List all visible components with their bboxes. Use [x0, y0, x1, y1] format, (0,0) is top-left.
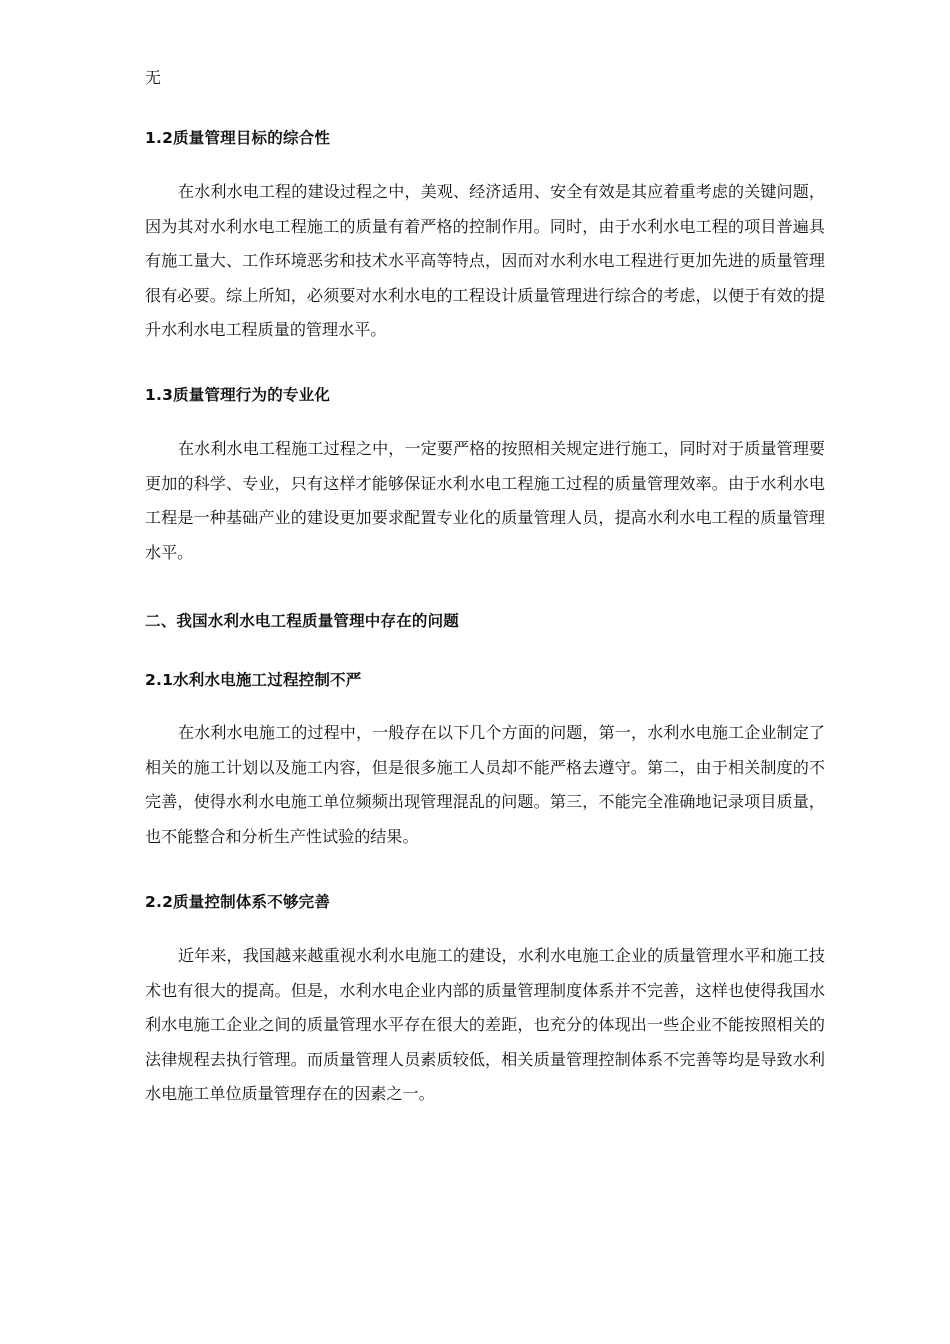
section-heading-2-2: 2.2质量控制体系不够完善 [145, 893, 331, 911]
section-paragraph-2-1: 在水利水电施工的过程中，一般存在以下几个方面的问题，第一，水利水电施工企业制定了相关的施工计划以及施工内容，但是很多施工人员却不能严格去遵守。第二，由于相关制度的不完善，使得水利水电施工单位频频出现管理混乱的问题。第三，不能完全准确地记录项目质量，也不能整合和分析生产性试验的结果。 [145, 723, 825, 846]
section-heading-1-2: 1.2质量管理目标的综合性 [145, 129, 331, 147]
lead-text: 无 [145, 68, 162, 87]
section-heading-1-3: 1.3质量管理行为的专业化 [145, 386, 331, 404]
section-paragraph-1-2: 在水利水电工程的建设过程之中，美观、经济适用、安全有效是其应着重考虑的关键问题，因为其对水利水电工程施工的质量有着严格的控制作用。同时，由于水利水电工程的项目普遍具有施工量大、工作环境恶劣和技术水平高等特点，因而对水利水电工程进行更加先进的质量管理很有必要。综上所知，必须要对水利水电的工程设计质量管理进行综合的考虑，以便于有效的提升水利水电工程质量的管理水平。 [145, 182, 825, 339]
section-heading-2-1: 2.1水利水电施工过程控制不严 [145, 671, 362, 689]
section-paragraph-2-2: 近年来，我国越来越重视水利水电施工的建设，水利水电施工企业的质量管理水平和施工技术也有很大的提高。但是，水利水电企业内部的质量管理制度体系并不完善，这样也使得我国水利水电施工企业之间的质量管理水平存在很大的差距，也充分的体现出一些企业不能按照相关的法律规程去执行管理。而质量管理人员素质较低，相关质量管理控制体系不完善等均是导致水利水电施工单位质量管理存在的因素之一。 [145, 946, 825, 1103]
section-paragraph-1-3: 在水利水电工程施工过程之中，一定要严格的按照相关规定进行施工，同时对于质量管理要更加的科学、专业，只有这样才能够保证水利水电工程施工过程的质量管理效率。由于水利水电工程是一种基础产业的建设更加要求配置专业化的质量管理人员，提高水利水电工程的质量管理水平。 [145, 439, 825, 562]
chapter-heading-2: 二、我国水利水电工程质量管理中存在的问题 [145, 612, 460, 630]
